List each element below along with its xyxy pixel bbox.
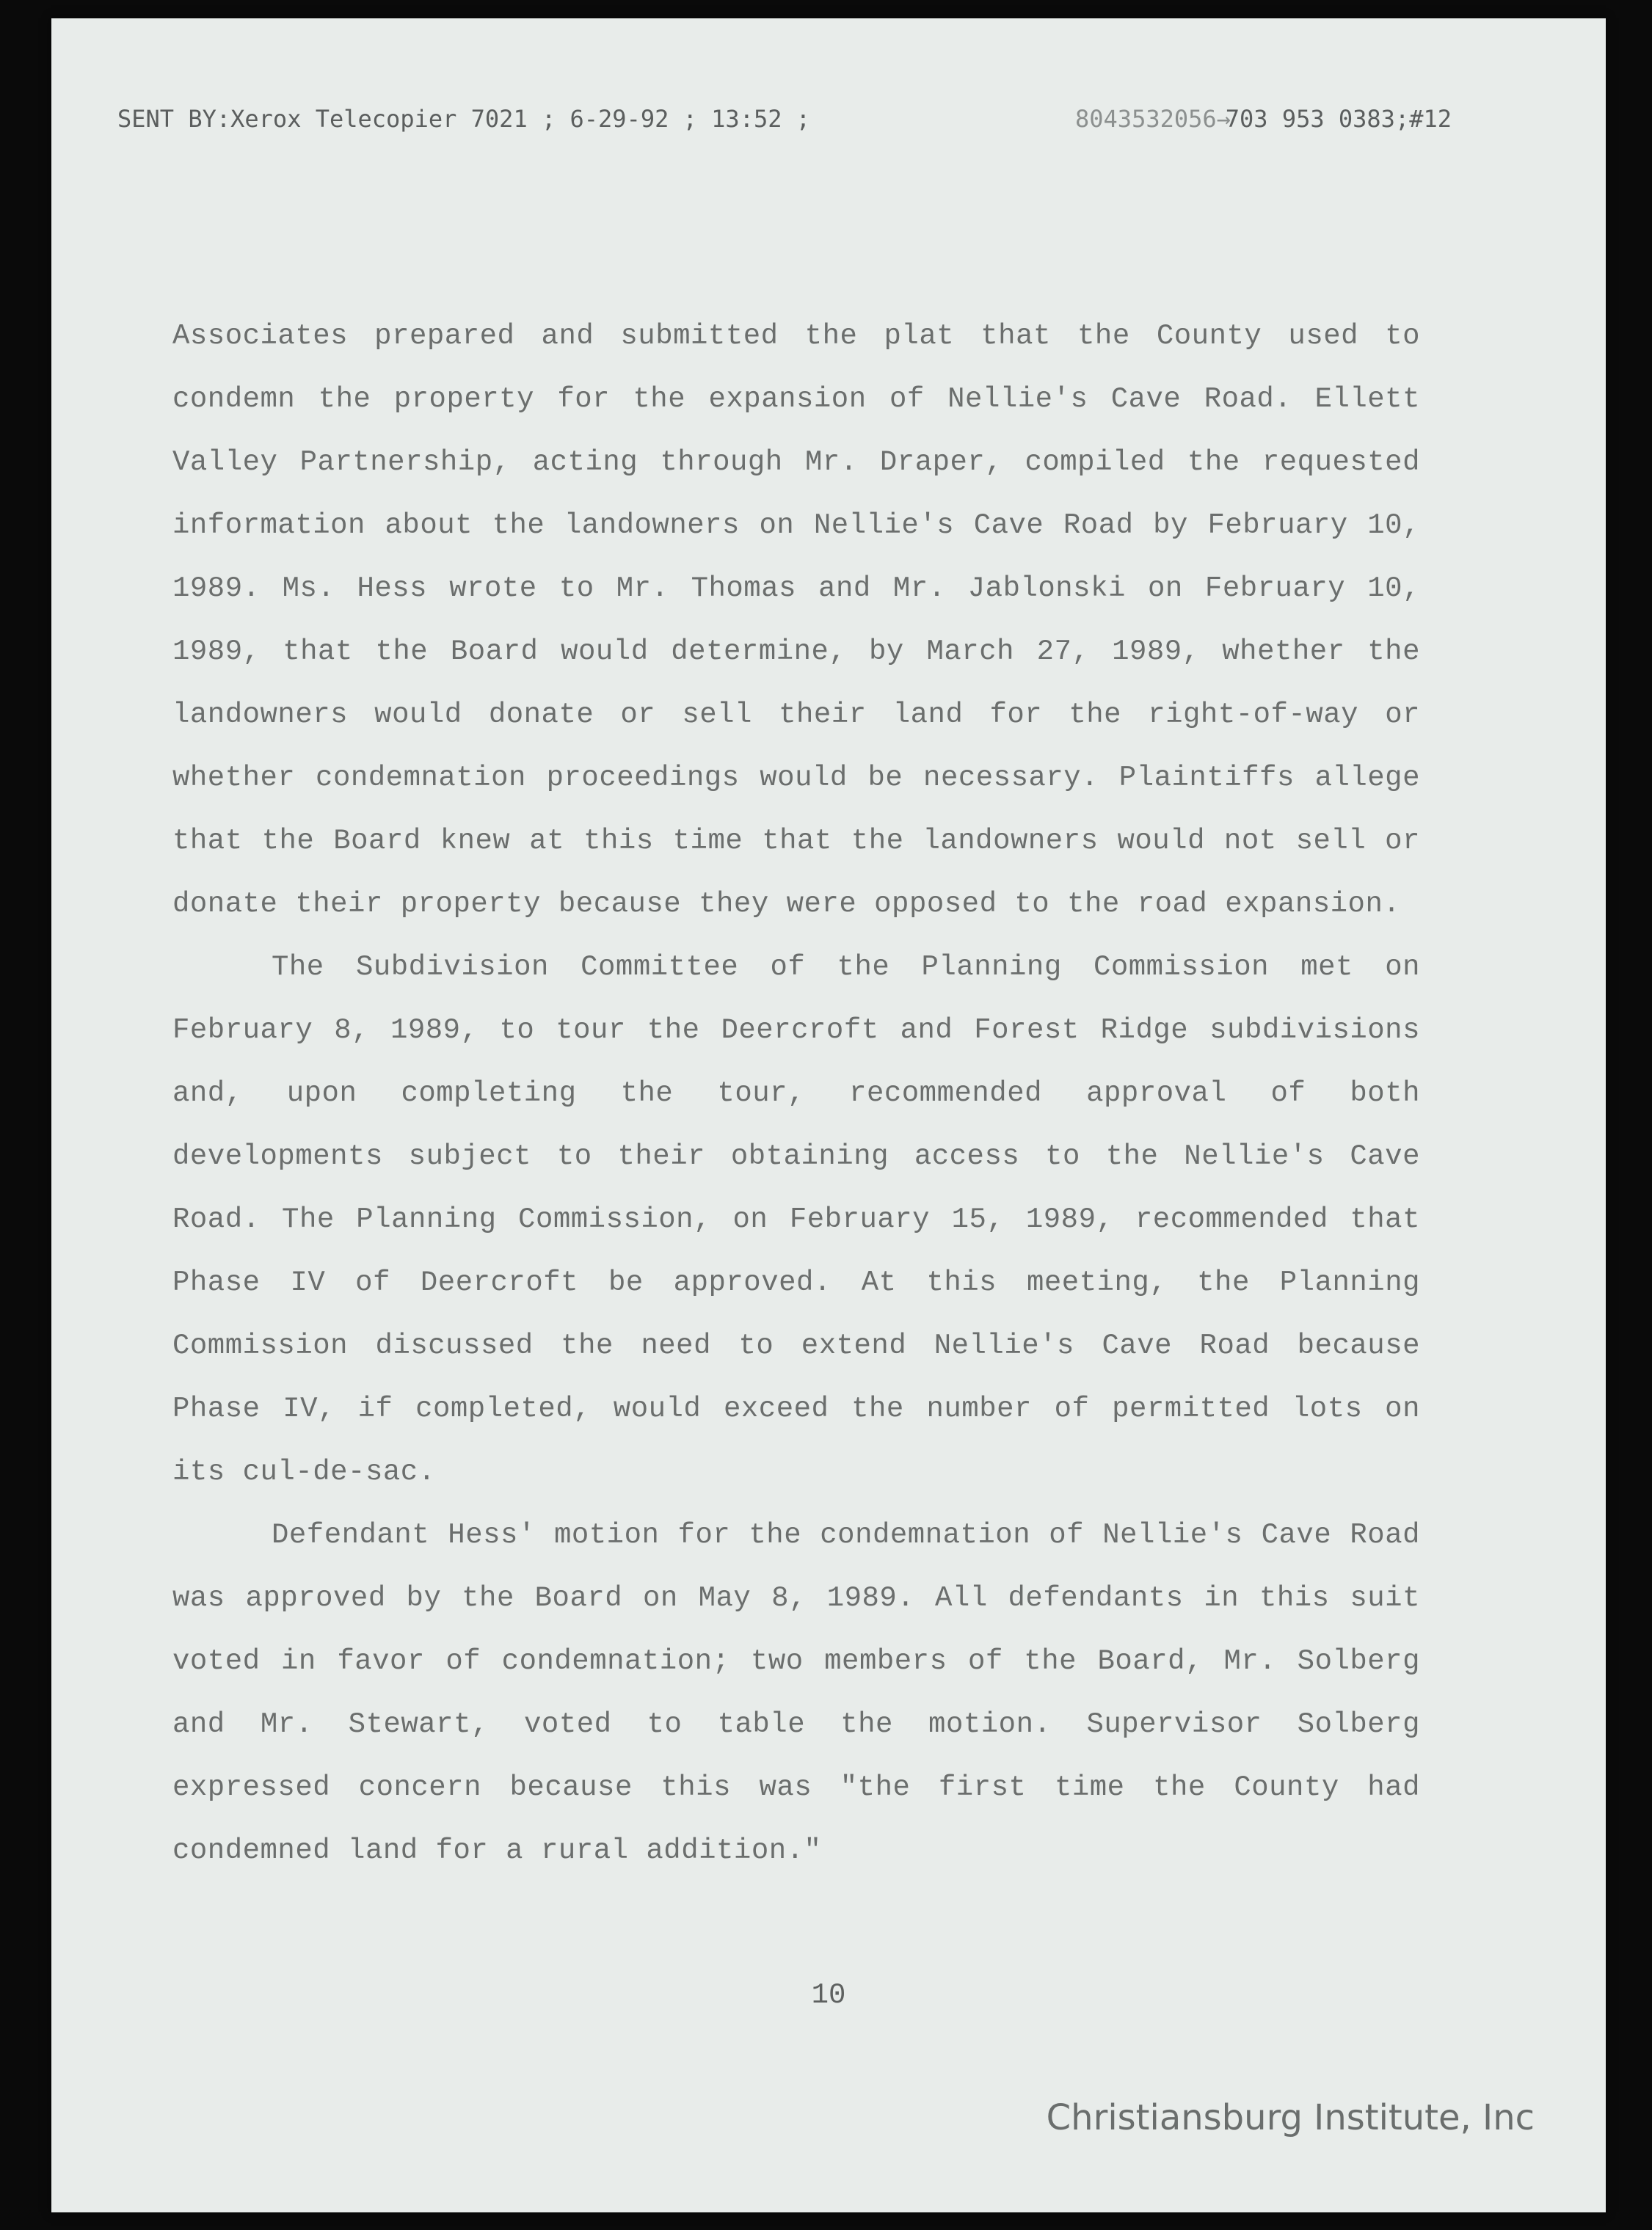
fax-sender-line: SENT BY:Xerox Telecopier 7021 ; 6-29-92 ; 13:52 ; xyxy=(117,105,811,133)
watermark-text: Christiansburg Institute, Inc xyxy=(1046,2097,1535,2138)
document-page xyxy=(51,18,1606,2212)
fax-to-number: 703 953 0383;#12 xyxy=(1225,105,1452,133)
body-text xyxy=(172,305,1420,1882)
fax-header xyxy=(117,105,1452,149)
paragraph-3: Defendant Hess' motion for the condemnation of Nellie's Cave Road was approved by the Board on May 8, 1989. All defendants in this suit voted in favor of condemnation; two members of the Board, Mr. Solberg and Mr. Stewart, voted to table the motion. Supervisor Solberg expressed concern because this was "the first time the County had condemned land for a rural addition." xyxy=(172,1519,1420,1867)
fax-from-number: 8043532056→ xyxy=(1075,105,1231,133)
page-number: 10 xyxy=(811,1979,846,2011)
paragraph-2: The Subdivision Committee of the Planning Commission met on February 8, 1989, to tour the Deercroft and Forest Ridge subdivisions and, upon completing the tour, recommended approval of both developments subject to their obtaining access to the Nellie's Cave Road. The Planning Commission, on February 15, 1989, recommended that Phase IV of Deercroft be approved. At this meeting, the Planning Commission discussed the need to extend Nellie's Cave Road because Phase IV, if completed, would exceed the number of permitted lots on its cul-de-sac. xyxy=(172,951,1420,1488)
paragraph-1: Associates prepared and submitted the plat that the County used to condemn the property for the expansion of Nellie's Cave Road. Ellett Valley Partnership, acting through Mr. Draper, compiled the requested information about the landowners on Nellie's Cave Road by February 10, 1989. Ms. Hess wrote to Mr. Thomas and Mr. Jablonski on February 10, 1989, that the Board would determine, by March 27, 1989, whether the landowners would donate or sell their land for the right-of-way or whether condemnation proceedings would be necessary. Plaintiffs allege that the Board knew at this time that the landowners would not sell or donate their property because they were opposed to the road expansion. xyxy=(172,320,1420,920)
